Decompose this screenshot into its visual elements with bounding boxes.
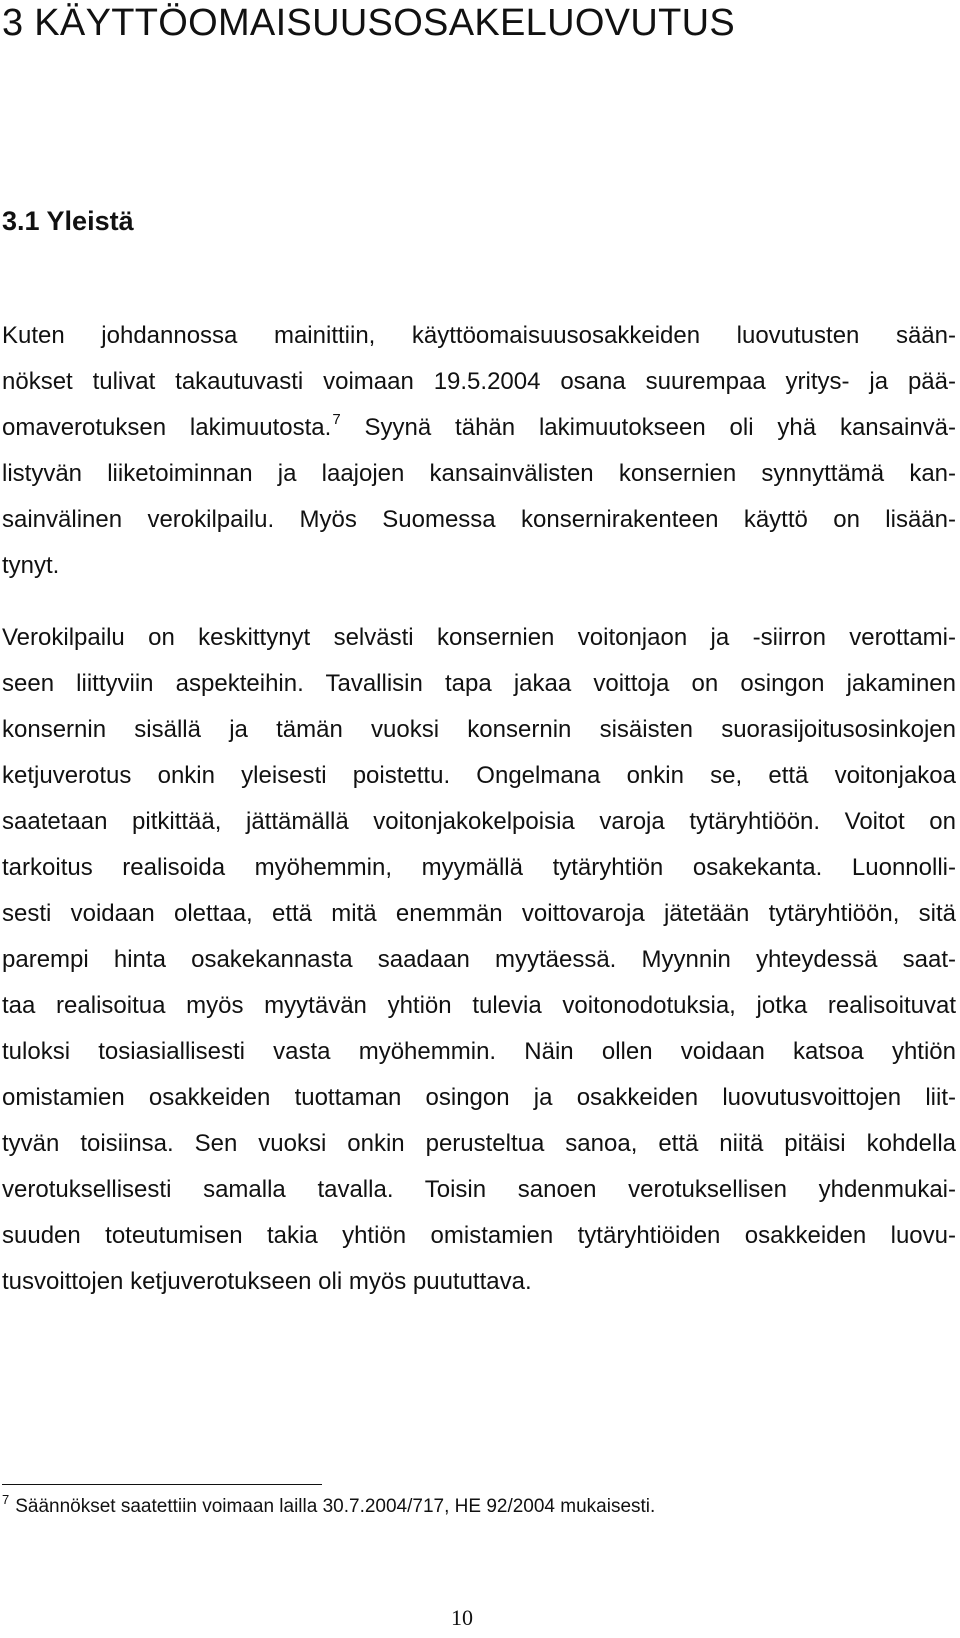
paragraph-line: ketjuverotus onkin yleisesti poistettu. Ongelmana onkin se, että voitonjakoa (2, 762, 956, 789)
paragraph-line: saatetaan pitkittää, jättämällä voitonjakokelpoisia varoja tytäryhtiöön. Voitot on (2, 808, 956, 835)
paragraph-line: taa realisoitua myös myytävän yhtiön tulevia voitonodotuksia, jotka realisoituvat (2, 992, 956, 1019)
paragraph-line: seen liittyviin aspekteihin. Tavallisin tapa jakaa voittoja on osingon jakaminen (2, 670, 956, 697)
chapter-title: 3 KÄYTTÖOMAISUUSOSAKELUOVUTUS (2, 2, 735, 44)
paragraph-line: tuloksi tosiasiallisesti vasta myöhemmin. Näin ollen voidaan katsoa yhtiön (2, 1038, 956, 1065)
paragraph-line: Kuten johdannossa mainittiin, käyttöomaisuusosakkeiden luovutusten sään- (2, 322, 956, 349)
footnote (2, 1492, 656, 1518)
paragraph-line: nökset tulivat takautuvasti voimaan 19.5.2004 osana suurempaa yritys- ja pää- (2, 368, 956, 395)
paragraph-line: verotuksellisesti samalla tavalla. Toisin sanoen verotuksellisen yhdenmukai- (2, 1176, 956, 1203)
footnote-text: Säännökset saatettiin voimaan lailla 30.7.2004/717, HE 92/2004 mukaisesti. (15, 1496, 656, 1517)
paragraph-line: omistamien osakkeiden tuottaman osingon ja osakkeiden luovutusvoittojen liit- (2, 1084, 956, 1111)
paragraph-line: sesti voidaan olettaa, että mitä enemmän voittovaroja jätetään tytäryhtiöön, sitä (2, 900, 956, 927)
paragraph-1 (2, 313, 956, 589)
paragraph-line: parempi hinta osakekannasta saadaan myytäessä. Myynnin yhteydessä saat- (2, 946, 956, 973)
section-title: 3.1 Yleistä (2, 206, 134, 236)
page-number: 10 (451, 1605, 473, 1630)
footnote-separator (2, 1484, 322, 1485)
paragraph-line: suuden toteutumisen takia yhtiön omistamien tytäryhtiöiden osakkeiden luovu- (2, 1222, 956, 1249)
footnote-number: 7 (2, 1492, 10, 1507)
paragraph-line-start: omaverotuksen lakimuutosta. (2, 414, 332, 441)
paragraph-line-end: Syynä tähän lakimuutokseen oli yhä kansainvä- (340, 414, 956, 441)
paragraph-line: tarkoitus realisoida myöhemmin, myymällä tytäryhtiön osakekanta. Luonnolli- (2, 854, 956, 881)
paragraph-line: Verokilpailu on keskittynyt selvästi konsernien voitonjaon ja -siirron verottami- (2, 624, 956, 651)
paragraph-line: sainvälinen verokilpailu. Myös Suomessa konsernirakenteen käyttö on lisään- (2, 506, 956, 533)
paragraph-line: tynyt. (2, 552, 60, 579)
paragraph-line: tusvoittojen ketjuverotukseen oli myös puututtava. (2, 1268, 532, 1295)
paragraph-line (2, 405, 956, 451)
paragraph-line: listyvän liiketoiminnan ja laajojen kansainvälisten konsernien synnyttämä kan- (2, 460, 956, 487)
paragraph-2 (2, 615, 956, 1305)
paragraph-line: konsernin sisällä ja tämän vuoksi konsernin sisäisten suorasijoitusosinkojen (2, 716, 956, 743)
footnote-reference[interactable]: 7 (332, 411, 341, 428)
paragraph-line: tyvän toisiinsa. Sen vuoksi onkin perusteltua sanoa, että niitä pitäisi kohdella (2, 1130, 956, 1157)
